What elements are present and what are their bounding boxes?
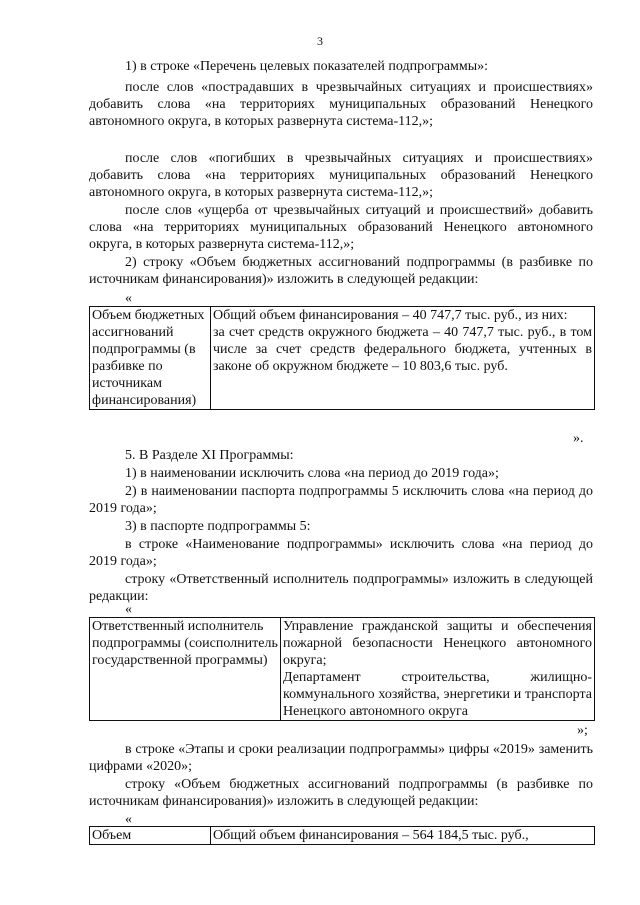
closing-quote-2: »; (577, 723, 588, 738)
table-row (90, 827, 595, 845)
table-budget-allocations-2 (89, 826, 595, 845)
opening-quote-1: « (125, 291, 132, 306)
cell-line-total: Общий объем финансирования – 40 747,7 тыс. руб., из них: (213, 308, 568, 323)
paragraph-10: в строке «Наименование подпрограммы» исключить слова «на период до 2019 года»; (89, 537, 593, 569)
cell-line-civil-defense: Управление гражданской защиты и обеспечения пожарной безопасности Ненецкого автономного округа; (283, 619, 592, 668)
paragraph-7: 1) в наименовании исключить слова «на период до 2019 года»; (125, 466, 499, 481)
table-row (90, 618, 595, 721)
table-budget-allocations-1 (89, 306, 595, 410)
table-cell-right (281, 618, 595, 721)
opening-quote-3: « (125, 812, 132, 827)
closing-quote-1: ». (573, 431, 584, 446)
paragraph-11: строку «Ответственный исполнитель подпрограммы» изложить в следующей редакции: (89, 572, 593, 604)
table-responsible-executor (89, 617, 595, 721)
table-cell-right: Общий объем финансирования – 564 184,5 тыс. руб., (211, 827, 595, 845)
paragraph-12: в строке «Этапы и сроки реализации подпрограммы» цифры «2019» заменить цифрами «2020»; (89, 742, 593, 774)
paragraph-8: 2) в наименовании паспорта подпрограммы 5 исключить слова «на период до 2019 года»; (89, 484, 593, 516)
paragraph-2: после слов «пострадавших в чрезвычайных ситуациях и происшествиях» добавить слова «на территориях муниципальных образований Ненецкого автономного округа, в которых развернута система-112,»; (89, 80, 593, 129)
table-cell-left: Объем бюджетных ассигнований подпрограммы (в разбивке по источникам финансирования) (90, 307, 211, 410)
opening-quote-2: « (125, 602, 132, 617)
paragraph-1: 1) в строке «Перечень целевых показателей подпрограммы»: (125, 59, 489, 74)
table-cell-left: Объем (90, 827, 211, 845)
paragraph-5: 2) строку «Объем бюджетных ассигнований подпрограммы (в разбивке по источникам финансирования)» изложить в следующей редакции: (89, 255, 593, 287)
paragraph-9: 3) в паспорте подпрограммы 5: (125, 519, 311, 534)
cell-line-district-budget: за счет средств окружного бюджета – 40 747,7 тыс. руб., в том числе за счет средств федерального бюджета, учтенных в законе об окружном бюджете – 10 803,6 тыс. руб. (213, 325, 592, 374)
cell-line-construction-dept: Департамент строительства, жилищно-коммунального хозяйства, энергетики и транспорта Ненецкого автономного округа (283, 670, 592, 719)
paragraph-13: строку «Объем бюджетных ассигнований подпрограммы (в разбивке по источникам финансирования)» изложить в следующей редакции: (89, 777, 593, 809)
paragraph-6: 5. В Разделе XI Программы: (125, 448, 294, 463)
paragraph-4: после слов «ущерба от чрезвычайных ситуаций и происшествий» добавить слова «на территориях муниципальных образований Ненецкого автономного округа, в которых развернута система-112,»; (89, 203, 593, 252)
page-number: 3 (317, 34, 323, 48)
table-cell-right (211, 307, 595, 410)
table-row (90, 307, 595, 410)
table-cell-left: Ответственный исполнитель подпрограммы (соисполнитель государственной программы) (90, 618, 281, 721)
paragraph-3: после слов «погибших в чрезвычайных ситуациях и происшествиях» добавить слова «на территориях муниципальных образований Ненецкого автономного округа, в которых развернута система-112,»; (89, 151, 593, 200)
